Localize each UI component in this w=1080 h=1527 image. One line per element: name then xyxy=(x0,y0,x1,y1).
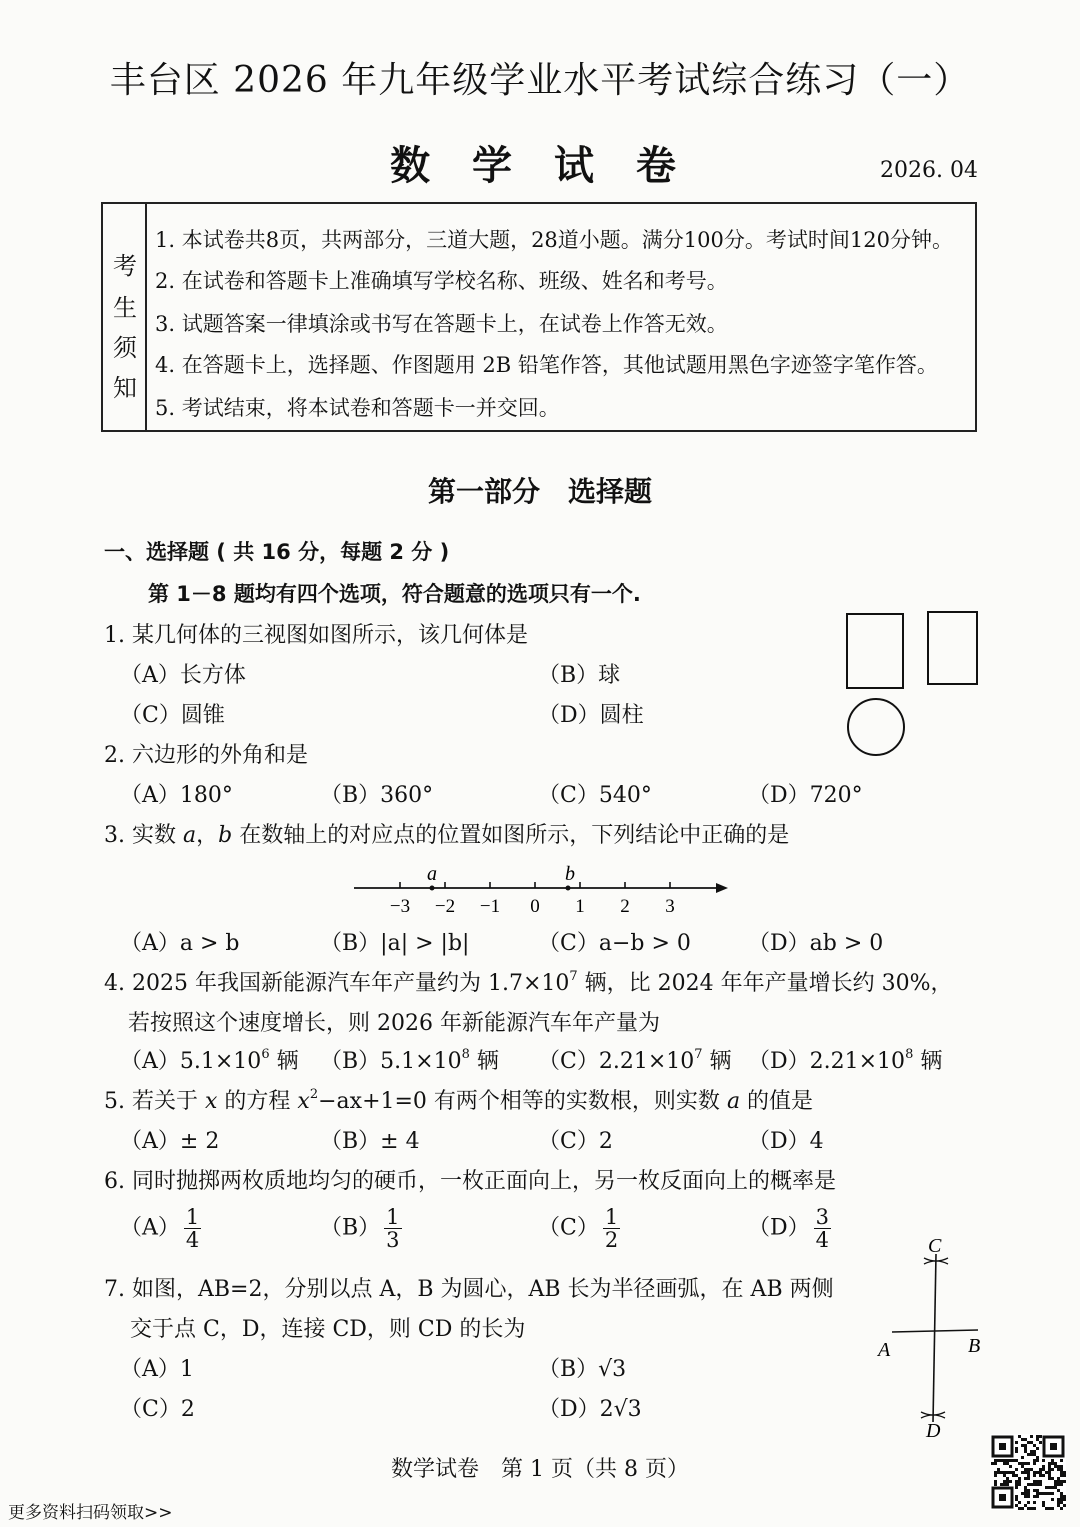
q4-c-exp: 7 xyxy=(694,1046,703,1062)
q2-stem: 2. 六边形的外角和是 xyxy=(104,743,308,768)
three-view-figure xyxy=(840,606,990,766)
q6-stem: 6. 同时抛掷两枚质地均匀的硬币，一枚正面向上，另一枚反面向上的概率是 xyxy=(104,1169,836,1194)
notice-box xyxy=(101,202,977,432)
q3-option-d: （D）ab > 0 xyxy=(748,931,884,956)
q6-b-den: 3 xyxy=(386,1228,400,1253)
q1-option-d: （D）圆柱 xyxy=(538,703,644,728)
q6-c-den: 2 xyxy=(604,1228,619,1253)
notice-label-char: 考 xyxy=(113,252,137,280)
q1-stem: 1. 某几何体的三视图如图所示，该几何体是 xyxy=(104,623,528,648)
q5-option-d: （D）4 xyxy=(748,1129,824,1154)
axis-tick-label: −2 xyxy=(434,896,456,917)
q6-c-label: （C） xyxy=(538,1215,599,1241)
q6-d-fraction xyxy=(814,1206,831,1251)
q4-a-unit: 辆 xyxy=(269,1049,299,1074)
notice-label xyxy=(103,204,147,430)
segment-ab xyxy=(892,1330,978,1332)
q2-option-d: （D）720° xyxy=(748,783,863,808)
point-b-label: b xyxy=(565,863,575,885)
q5-option-a: （A）± 2 xyxy=(120,1129,220,1154)
q3-var-b: b xyxy=(218,823,233,848)
q3-option-c: （C）a−b > 0 xyxy=(538,931,691,956)
q6-d-label: （D） xyxy=(748,1215,810,1241)
q5-var-x: x xyxy=(204,1089,218,1114)
q6-option-d xyxy=(748,1206,831,1251)
exam-title: 丰台区 2026 年九年级学业水平考试综合练习（一） xyxy=(109,60,971,101)
axis-arrow xyxy=(716,883,728,893)
axis-tick-label: 0 xyxy=(530,896,540,917)
q6-a-fraction xyxy=(184,1206,201,1251)
q4-line2: 若按照这个速度增长，则 2026 年新能源汽车年产量为 xyxy=(128,1011,660,1036)
axis-tick-label: −3 xyxy=(389,896,411,917)
segment-cd xyxy=(933,1254,936,1422)
q7-option-c: （C）2 xyxy=(120,1397,195,1422)
q3-comma: ， xyxy=(196,823,219,848)
subject-title: 数 学 试 卷 xyxy=(390,143,690,189)
q4-b-unit: 辆 xyxy=(469,1049,499,1074)
axis-tick-label: −1 xyxy=(479,896,501,917)
q2-option-c: （C）540° xyxy=(538,783,652,808)
point-a-label: a xyxy=(427,863,437,885)
point-b xyxy=(566,886,571,891)
q3-stem-post: 在数轴上的对应点的位置如图所示，下列结论中正确的是 xyxy=(232,823,790,848)
q5-stem-mid2: 有两个相等的实数根，则实数 xyxy=(426,1089,727,1114)
side-view-rect xyxy=(928,612,977,684)
page-footer: 数学试卷 第 1 页（共 8 页） xyxy=(391,1457,689,1482)
q6-option-c xyxy=(538,1206,620,1251)
q4-line1-post: 辆，比 2024 年年产量增长约 30%， xyxy=(577,971,953,996)
q1-option-a: （A）长方体 xyxy=(120,663,246,688)
q1-option-c: （C）圆锥 xyxy=(120,703,225,728)
part-instruction: 第 1－8 题均有四个选项，符合题意的选项只有一个. xyxy=(148,582,641,606)
section-title: 第一部分 选择题 xyxy=(427,475,652,508)
q6-a-num: 1 xyxy=(185,1205,200,1229)
perpendicular-bisector-figure xyxy=(870,1232,1000,1442)
q5-option-b: （B）± 4 xyxy=(320,1129,420,1154)
q2-option-a: （A）180° xyxy=(120,783,233,808)
q3-option-a: （A）a > b xyxy=(120,931,240,956)
q4-option-b xyxy=(320,1044,499,1075)
notice-item: 3. 试题答案一律填涂或书写在答题卡上，在试卷上作答无效。 xyxy=(155,312,728,336)
q7-option-a: （A）1 xyxy=(120,1357,194,1382)
q3-var-a: a xyxy=(182,823,197,848)
notice-item: 5. 考试结束，将本试卷和答题卡一并交回。 xyxy=(155,396,560,420)
q6-b-fraction xyxy=(384,1206,401,1251)
q6-d-den: 4 xyxy=(815,1228,830,1253)
q4-option-d xyxy=(748,1044,942,1075)
label-a: A xyxy=(878,1339,891,1361)
q6-option-b xyxy=(320,1206,402,1251)
q4-line1-exp: 7 xyxy=(569,968,578,984)
q6-c-fraction xyxy=(603,1206,620,1251)
q1-option-b: （B）球 xyxy=(538,663,621,688)
q4-c-unit: 辆 xyxy=(702,1049,732,1074)
q4-option-a xyxy=(120,1044,299,1075)
q5-stem-end: 的值是 xyxy=(740,1089,814,1114)
number-line xyxy=(350,858,740,918)
qr-code-icon[interactable] xyxy=(990,1434,1066,1510)
q7-line2: 交于点 C，D，连接 CD，则 CD 的长为 xyxy=(130,1317,526,1342)
q7-option-b: （B）√3 xyxy=(538,1357,627,1382)
q5-eq-x: x xyxy=(297,1089,310,1114)
point-a xyxy=(430,886,435,891)
q3-stem-pre: 3. 实数 xyxy=(104,823,183,848)
q6-a-label: （A） xyxy=(120,1215,180,1241)
q5-eq-rest: −ax+1=0 xyxy=(318,1089,427,1114)
q4-d-base: （D）2.21×10 xyxy=(748,1049,906,1074)
q4-line1 xyxy=(104,966,953,997)
more-resources-link[interactable]: 更多资料扫码领取>> xyxy=(8,1503,173,1523)
label-b: B xyxy=(968,1335,981,1357)
q4-b-base: （B）5.1×10 xyxy=(320,1049,462,1074)
exam-date: 2026. 04 xyxy=(880,158,978,183)
q6-b-num: 1 xyxy=(386,1205,400,1229)
q2-option-b: （B）360° xyxy=(320,783,434,808)
notice-item: 4. 在答题卡上，选择题、作图题用 2B 铅笔作答，其他试题用黑色字迹签字笔作答。 xyxy=(155,353,938,377)
q4-line1-pre: 4. 2025 年我国新能源汽车年产量约为 1.7×10 xyxy=(104,971,570,996)
q6-b-label: （B） xyxy=(320,1215,381,1241)
notice-item: 2. 在试卷和答题卡上准确填写学校名称、班级、姓名和考号。 xyxy=(155,269,728,293)
axis-tick-label: 3 xyxy=(665,896,675,917)
q6-d-num: 3 xyxy=(815,1205,830,1229)
q4-a-base: （A）5.1×10 xyxy=(120,1049,262,1074)
q3-option-b: （B）|a| > |b| xyxy=(320,931,470,956)
q6-c-num: 1 xyxy=(604,1205,619,1229)
q5-option-c: （C）2 xyxy=(538,1129,613,1154)
notice-label-char: 须 xyxy=(113,334,137,362)
q5-stem xyxy=(104,1084,813,1115)
q4-a-exp: 6 xyxy=(261,1046,270,1062)
q7-option-d: （D）2√3 xyxy=(538,1397,642,1422)
q4-b-exp: 8 xyxy=(461,1046,470,1062)
axis-tick-label: 2 xyxy=(620,896,630,917)
q4-option-c xyxy=(538,1044,732,1075)
q5-stem-pre: 5. 若关于 xyxy=(104,1089,205,1114)
axis-tick-label: 1 xyxy=(575,896,585,917)
q4-c-base: （C）2.21×10 xyxy=(538,1049,695,1074)
q6-option-a xyxy=(120,1206,201,1251)
notice-label-char: 知 xyxy=(113,374,137,402)
label-d: D xyxy=(926,1420,941,1442)
label-c: C xyxy=(928,1235,942,1257)
top-view-circle xyxy=(848,699,904,755)
notice-label-char: 生 xyxy=(113,294,137,322)
q5-var-a: a xyxy=(726,1089,741,1114)
q3-stem xyxy=(104,818,789,849)
part-title: 一、选择题 ( 共 16 分，每题 2 分 ) xyxy=(104,540,450,564)
q4-d-unit: 辆 xyxy=(913,1049,943,1074)
notice-item: 1. 本试卷共8页，共两部分，三道大题，28道小题。满分100分。考试时间120分钟。 xyxy=(155,228,953,252)
front-view-rect xyxy=(847,614,903,688)
q6-a-den: 4 xyxy=(185,1228,200,1253)
q7-line1: 7. 如图，AB=2，分别以点 A，B 为圆心，AB 长为半径画弧，在 AB 两侧 xyxy=(104,1277,834,1302)
q4-d-exp: 8 xyxy=(905,1046,914,1062)
q5-eq-exp: 2 xyxy=(309,1086,319,1102)
q5-stem-mid1: 的方程 xyxy=(217,1089,298,1114)
